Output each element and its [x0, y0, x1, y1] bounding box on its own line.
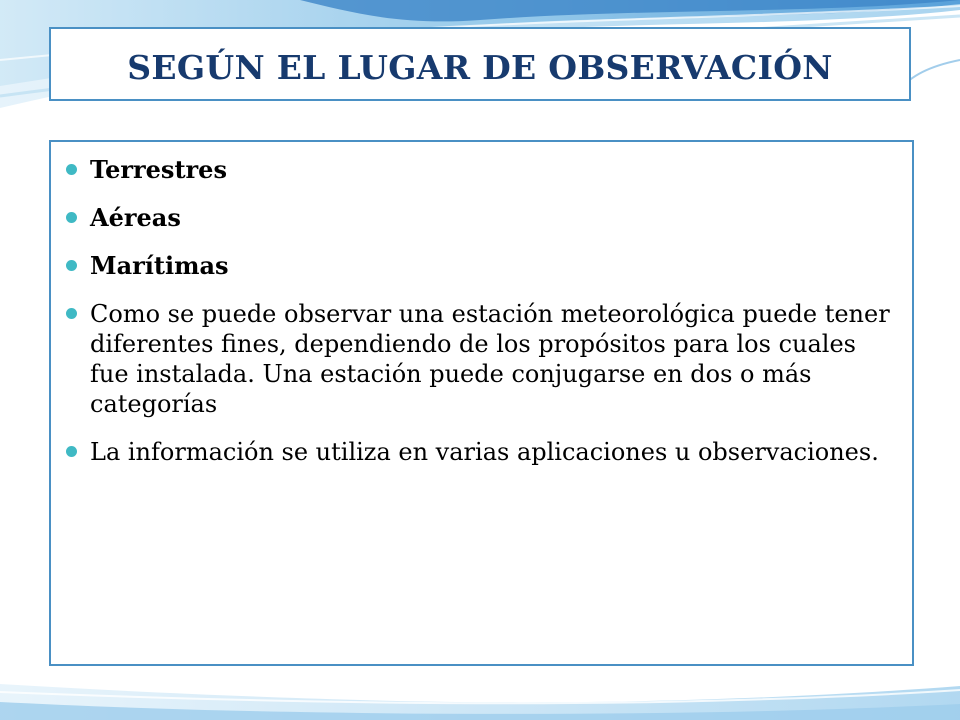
content-box — [49, 140, 914, 666]
list-item — [65, 203, 892, 232]
bullet-dot-icon — [66, 212, 77, 223]
bullet-dot-icon — [66, 164, 77, 175]
bullet-text: Marítimas — [90, 251, 229, 280]
bullet-text: Aéreas — [90, 203, 181, 232]
slide-title: SEGÚN EL LUGAR DE OBSERVACIÓN — [127, 47, 833, 87]
list-item — [65, 251, 892, 280]
list-item — [65, 299, 892, 419]
bullet-text: La información se utiliza en varias aplicaciones u observaciones. — [90, 438, 879, 466]
bullet-text: Terrestres — [90, 155, 227, 184]
title-box — [49, 27, 911, 101]
bullet-dot-icon — [66, 308, 77, 319]
bullet-text: Como se puede observar una estación meteorológica puede tener diferentes fines, dependiendo de los propósitos para los cuales fue instalada. Una estación puede conjugarse en dos o más categorías — [90, 300, 890, 418]
list-item — [65, 155, 892, 184]
bullet-dot-icon — [66, 446, 77, 457]
list-item — [65, 437, 892, 467]
bullet-dot-icon — [66, 260, 77, 271]
bullet-list — [65, 155, 892, 467]
